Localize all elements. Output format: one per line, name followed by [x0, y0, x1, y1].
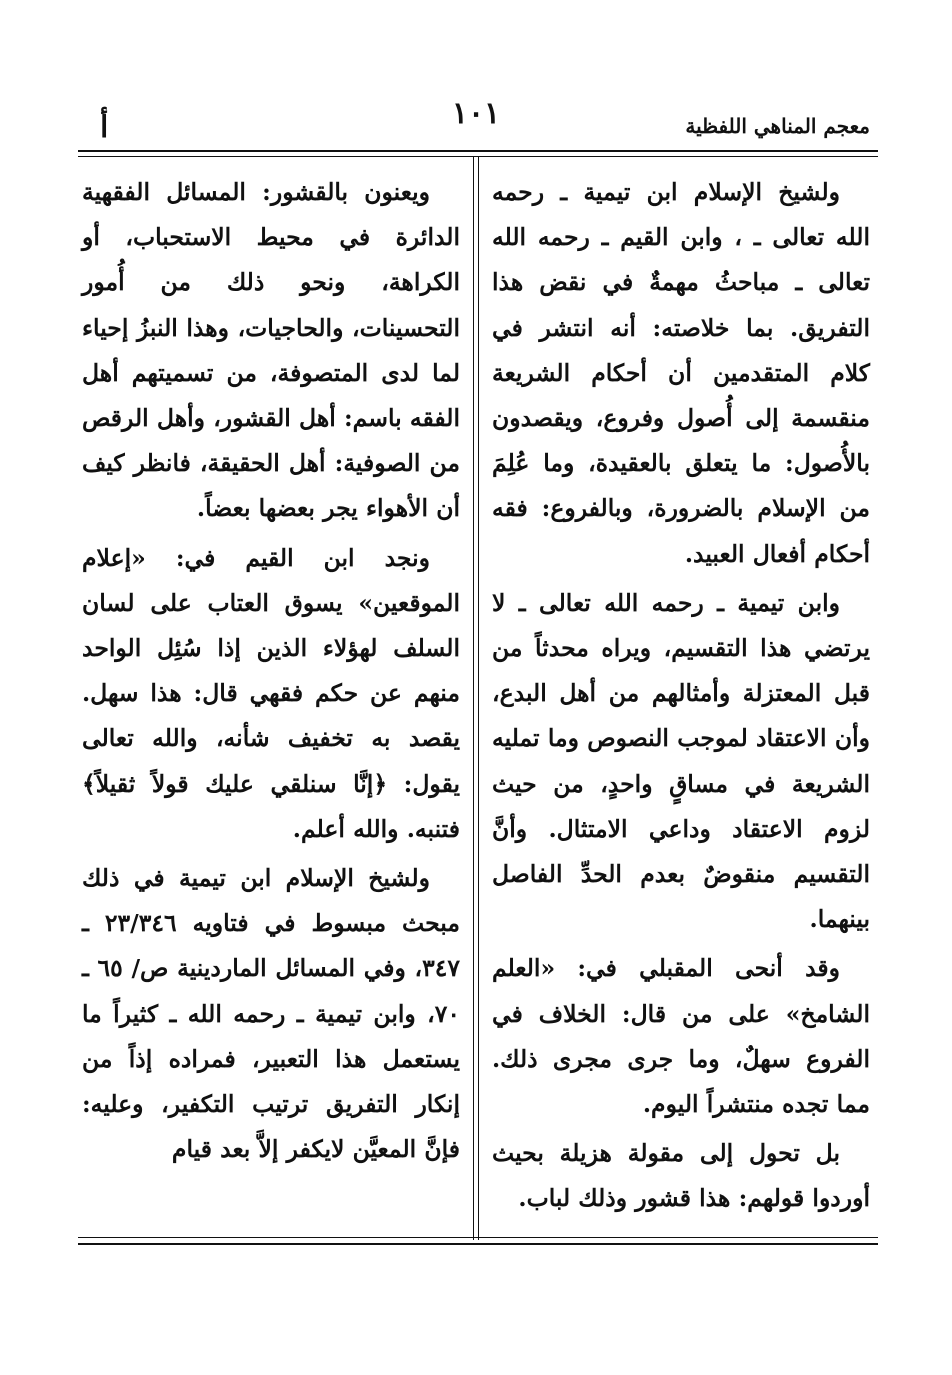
left-paragraph-2: ونجد ابن القيم في: «إعلام الموقعين» يسوق العتاب على لسان السلف لهؤلاء الذين إذا سُئِل الواحد منهم عن حكم فقهي قال: هذا سهل. يقصد به تخفيف شأنه، والله تعالى يقول: ﴿إنَّا سنلقي عليك قولاً ثقيلاً﴾ فتنبه. والله أعلم.	[82, 543, 460, 843]
right-paragraph-3: وقد أنحى المقبلي في: «العلم الشامخ» على من قال: الخلاف في الفروع سهلٌ، وما جرى مجرى ذلك. مما تجده منتشراً اليوم.	[492, 954, 870, 1119]
section-letter: أ	[100, 110, 109, 145]
right-paragraph-4: بل تحول إلى مقولة هزيلة بحيث أوردوا قولهم: هذا قشور وذلك لباب.	[492, 1139, 870, 1213]
right-paragraph-1: ولشيخ الإسلام ابن تيمية ـ رحمه الله تعالى ـ ، وابن القيم ـ رحمه الله تعالى ـ مباحثُ مهمةٌ في نقض هذا التفريق. بما خلاصته: أنه انتشر في كلام المتقدمين أن أحكام الشريعة منقسمة إلى أُصول وفروع، ويقصدون بالأُصول: ما يتعلق بالعقيدة، وما عُلِمَ من الإسلام بالضرورة، وبالفروع: فقه أحكام أفعال العبيد.	[492, 178, 870, 568]
footer-rule	[78, 1243, 878, 1245]
column-divider-inner	[478, 156, 479, 1240]
left-paragraph-1: ويعنون بالقشور: المسائل الفقهية الدائرة في محيط الاستحباب، أو الكراهة، ونحو ذلك من أُمور التحسينات، والحاجيات، وهذا النبزُ إحياء لما لدى المتصوفة، من تسميتهم أهل الفقه باسم: أهل القشور، وأهل الرقص من الصوفية: أهل الحقيقة، فانظر كيف أن الأهواء يجر بعضها بعضاً.	[82, 178, 460, 523]
left-column	[82, 170, 460, 1176]
right-column	[492, 170, 870, 1226]
left-paragraph-3: ولشيخ الإسلام ابن تيمية في ذلك مبحث مبسوط في فتاويه ٢٣/٣٤٦ ـ ٣٤٧، وفي المسائل الماردينية ص/ ٦٥ ـ ٧٠، وابن تيمية ـ رحمه الله ـ كثيراً ما يستعمل هذا التعبير، فمراده إذاً من إنكار التفريق ترتيب التكفير، وعليه: فإنَّ المعيَّن لايكفر إلاَّ بعد قيام	[82, 864, 460, 1164]
column-divider	[473, 156, 474, 1240]
footer-rule-thin	[78, 1237, 878, 1238]
header-rule	[78, 150, 878, 152]
right-paragraph-2: وابن تيمية ـ رحمه الله تعالى ـ لا يرتضي هذا التقسيم، ويراه محدثاً من قبل المعتزلة وأمثالهم من أهل البدع، وأن الاعتقاد لموجب النصوص وما تمليه الشريعة في مساقٍ واحدٍ، من حيث لزوم الاعتقاد وداعي الامتثال. وأنَّ التقسيم منقوضٌ بعدم الحدِّ الفاصل بينهما.	[492, 588, 870, 934]
page-number: ١٠١	[451, 96, 501, 131]
book-title: معجم المناهي اللفظية	[685, 114, 870, 138]
